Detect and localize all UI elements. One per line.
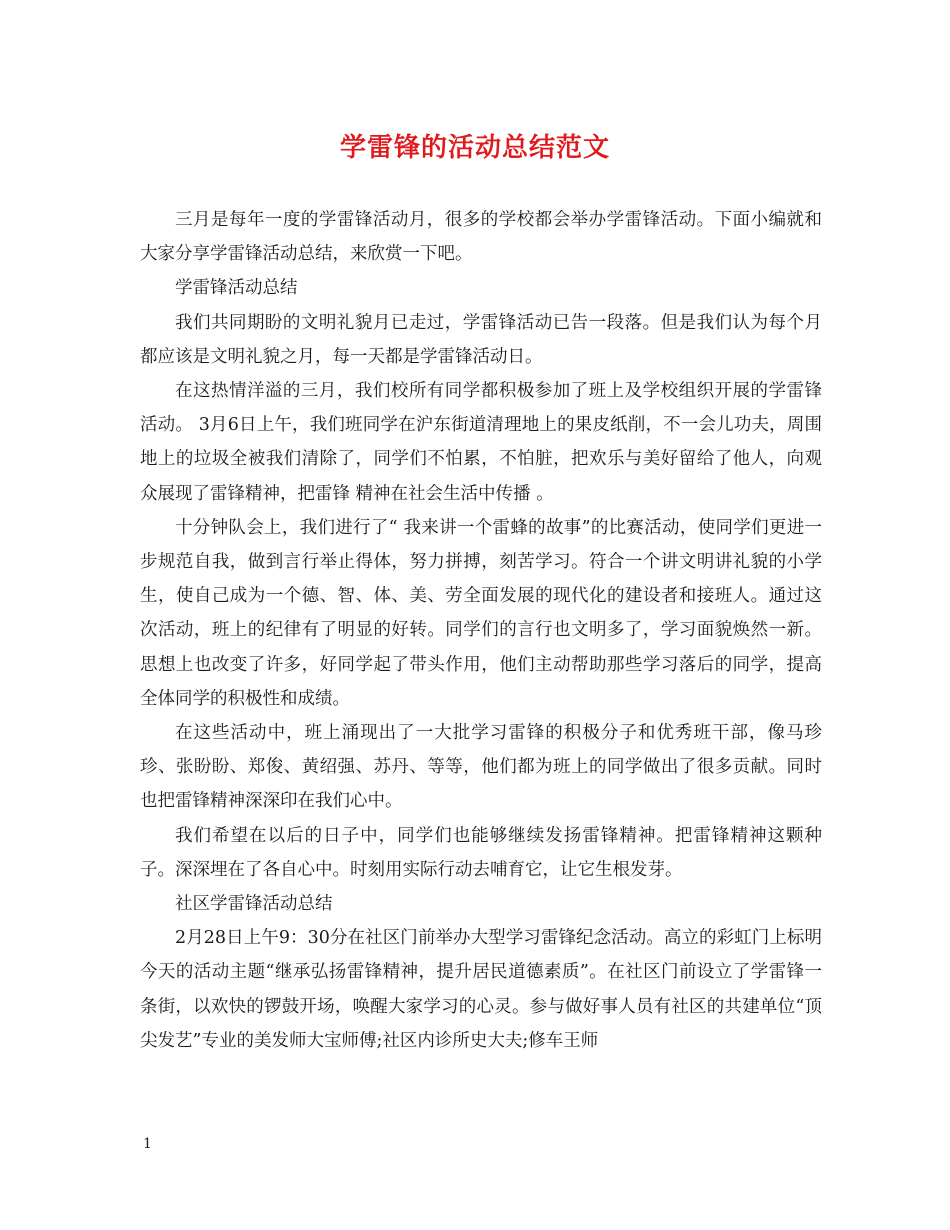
section-heading-school: 学雷锋活动总结 xyxy=(175,278,298,299)
paragraph-intro: 三月是每年一度的学雷锋活动月，很多的学校都会举办学雷锋活动。下面小编就和大家分享学雷锋活动总结，来欣赏一下吧。 xyxy=(140,210,822,265)
page-title: 学雷锋的活动总结范文 xyxy=(339,133,610,163)
paragraph: 在这热情洋溢的三月，我们校所有同学都积极参加了班上及学校组织开展的学雷锋活动。 3月6日上午，我们班同学在沪东街道清理地上的果皮纸削，不一会儿功夫，周围地上的垃圾全被我们清除了，同学们不怕累，不怕脏，把欢乐与美好留给了他人，向观众展现了雷锋精神，把雷锋 精神在社会生活中传播 。 xyxy=(140,381,822,504)
document-body xyxy=(140,203,822,1058)
paragraph: 我们共同期盼的文明礼貌月已走过，学雷锋活动已告一段落。但是我们认为每个月都应该是文明礼貌之月，每一天都是学雷锋活动日。 xyxy=(140,312,822,367)
paragraph: 在这些活动中，班上涌现出了一大批学习雷锋的积极分子和优秀班干部，像马珍珍、张盼盼、郑俊、黄绍强、苏丹、等等，他们都为班上的同学做出了很多贡献。同时也把雷锋精神深深印在我们心中。 xyxy=(140,723,822,812)
section-heading-community: 社区学雷锋活动总结 xyxy=(175,894,333,915)
paragraph: 2月28日上午9：30分在社区门前举办大型学习雷锋纪念活动。高立的彩虹门上标明今天的活动主题“继承弘扬雷锋精神，提升居民道德素质”。在社区门前设立了学雷锋一条街，以欢快的锣鼓开场，唤醒大家学习的心灵。参与做好事人员有社区的共建单位“顶尖发艺”专业的美发师大宝师傅;社区内诊所史大夫;修车王师 xyxy=(140,928,822,1051)
page-number: 1 xyxy=(143,1136,152,1152)
paragraph: 十分钟队会上，我们进行了“ 我来讲一个雷蜂的故事”的比赛活动，使同学们更进一步规范自我，做到言行举止得体，努力拼搏，刻苦学习。符合一个讲文明讲礼貌的小学生，使自己成为一个德、智、体、美、劳全面发展的现代化的建设者和接班人。通过这次活动，班上的纪律有了明显的好转。同学们的言行也文明多了，学习面貌焕然一新。思想上也改变了许多，好同学起了带头作用，他们主动帮助那些学习落后的同学，提高全体同学的积极性和成绩。 xyxy=(140,517,822,709)
paragraph: 我们希望在以后的日子中，同学们也能够继续发扬雷锋精神。把雷锋精神这颗种子。深深埋在了各自心中。时刻用实际行动去哺育它，让它生根发芽。 xyxy=(140,825,822,880)
